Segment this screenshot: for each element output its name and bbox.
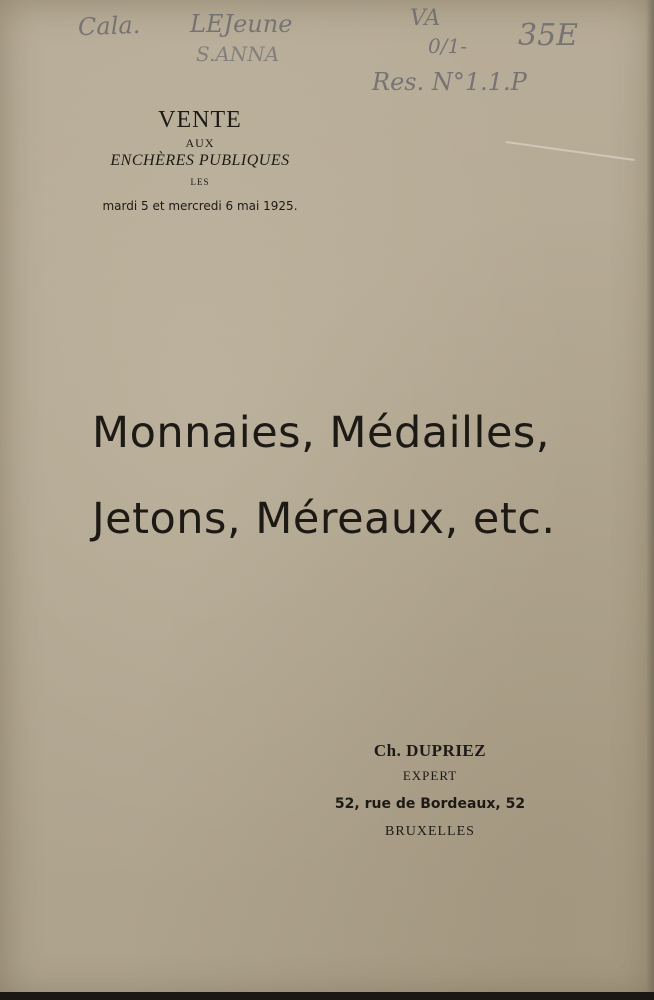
bottom-edge — [0, 992, 654, 1000]
page-edge — [646, 0, 654, 1000]
sale-type: ENCHÈRES PUBLIQUES — [110, 152, 290, 169]
handwritten-note: S.ANNA — [196, 42, 280, 66]
handwritten-price: 35E — [518, 18, 579, 53]
handwritten-note: Cala. — [77, 10, 141, 42]
title-line: Monnaies, Médailles, — [92, 408, 550, 458]
handwritten-note: LEJeune — [190, 10, 293, 38]
sale-subheading: AUX — [185, 136, 215, 150]
expert-address: 52, rue de Bordeaux, 52 — [334, 796, 526, 812]
handwritten-note: 0/1- — [428, 34, 467, 58]
sale-heading: VENTE — [158, 107, 242, 133]
sale-connector: LES — [190, 177, 210, 187]
handwritten-note: VA — [410, 6, 441, 31]
expert-city: BRUXELLES — [385, 824, 475, 839]
title-line: Jetons, Méreaux, etc. — [92, 494, 556, 544]
handwritten-reference: Res. N°1.1.P — [372, 68, 527, 96]
expert-name: Ch. DUPRIEZ — [373, 741, 487, 760]
sale-header — [90, 105, 310, 213]
paper-crease — [505, 141, 634, 161]
expert-info — [300, 738, 560, 844]
catalogue-title — [92, 390, 592, 562]
sale-date: mardi 5 et mercredi 6 mai 1925. — [102, 199, 298, 213]
expert-role: EXPERT — [402, 768, 458, 783]
